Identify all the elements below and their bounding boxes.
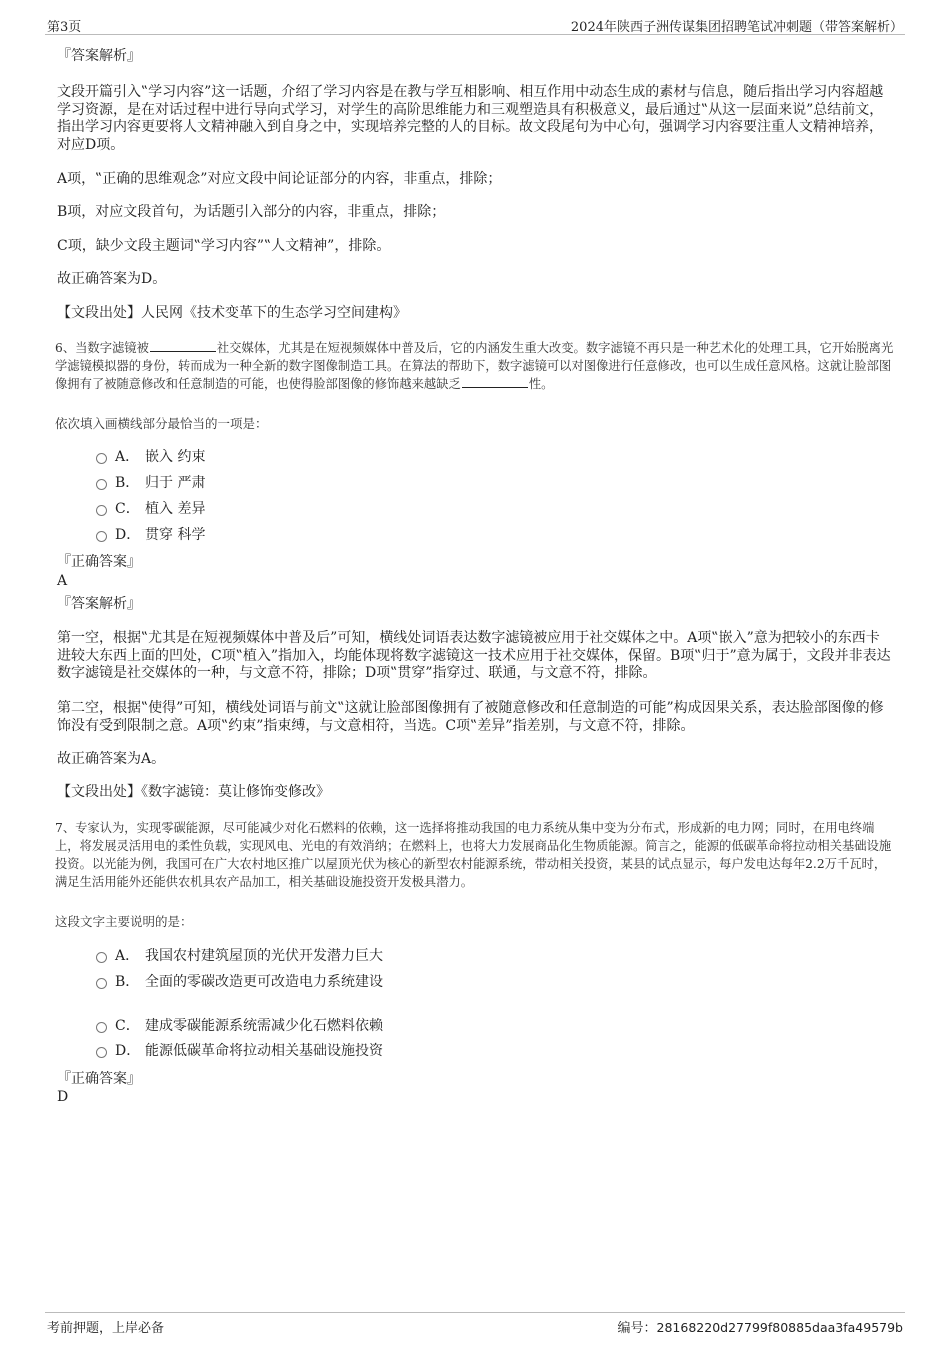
conclusion-1: 故正确答案为D。 (57, 271, 167, 287)
analysis-option-a: A项，‟正确的思维观念”对应文段中间论证部分的内容，非重点，排除； (57, 171, 502, 187)
radio-icon[interactable] (96, 453, 107, 464)
document-title: 2024年陕西子洲传谋集团招聘笔试冲刺题（带答案解析） (570, 20, 903, 35)
radio-icon[interactable] (96, 952, 107, 963)
q6-analysis-paragraph-2: 第二空，根据‟使得”可知，横线处词语与前文‟这就让脸部图像拥有了被随意修改和任意制造的可能”构成因果关系，表达脸部图像的修饰没有受到限制之意。A项‟约束”指束缚，与文意相符，当选。C项‟差异”指差别，与文意不符，排除。 (57, 700, 884, 734)
q6-answer-label: 『正确答案』 (57, 554, 141, 570)
q6-option-d[interactable]: D． 贯穿 科学 (96, 525, 205, 545)
q6-option-c[interactable]: C． 植入 差异 (96, 499, 205, 519)
q6-conclusion: 故正确答案为A。 (57, 751, 166, 767)
blank-1 (150, 340, 216, 352)
analysis-label-1: 『答案解析』 (57, 48, 141, 64)
q6-option-a[interactable]: A． 嵌入 约束 (96, 447, 205, 467)
q7-option-a[interactable]: A． 我国农村建筑屋顶的光伏开发潜力巨大 (96, 946, 383, 966)
document-code: 编号：28168220d27799f80885daa3fa49579b (617, 1320, 903, 1336)
radio-icon[interactable] (96, 1047, 107, 1058)
q6-analysis-paragraph-1: 第一空，根据‟尤其是在短视频媒体中普及后”可知，横线处词语表达数字滤镜被应用于社交媒体之中。A项‟嵌入”意为把较小的东西卡进较大东西上面的凹处，C项‟植入”指加入，均能体现将数字滤镜这一技术应用于社交媒体，保留。B项‟归于”意为属于，文段并非表达数字滤镜是社交媒体的一种，与文意不符，排除；D项‟贯穿”指穿过、联通，与文意不符，排除。 (57, 630, 891, 681)
radio-icon[interactable] (96, 479, 107, 490)
page-header (45, 14, 905, 35)
question-7-prompt: 这段文字主要说明的是： (55, 914, 193, 929)
q7-option-d[interactable]: D． 能源低碳革命将拉动相关基础设施投资 (96, 1041, 383, 1061)
q6-analysis-label: 『答案解析』 (57, 596, 141, 612)
q7-answer-label: 『正确答案』 (57, 1071, 141, 1087)
blank-2 (462, 376, 528, 388)
radio-icon[interactable] (96, 978, 107, 989)
q7-option-c[interactable]: C． 建成零碳能源系统需减少化石燃料依赖 (96, 1016, 383, 1036)
analysis-paragraph-1: 文段开篇引入‟学习内容”这一话题，介绍了学习内容是在教与学互相影响、相互作用中动态生成的素材与信息，随后指出学习内容超越学习资源，是在对话过程中进行导向式学习，对学生的高阶思维能力和三观塑造具有积极意义，最后通过‟从这一层面来说”总结前文，指出学习内容更要将人文精神融入到自身之中，实现培养完整的人的目标。故文段尾句为中心句，强调学习内容要注重人文精神培养，对应D项。 (57, 84, 884, 153)
page-number: 第3页 (47, 20, 82, 35)
question-7-stem: 7、专家认为，实现零碳能源，尽可能减少对化石燃料的依赖，这一选择将推动我国的电力系统从集中变为分布式，形成新的电力网；同时，在用电终端上，将发展灵活用电的柔性负载，实现风电、光电的有效消纳；在燃料上，也将大力发展商品化生物质能源。简言之，能源的低碳革命将拉动相关基础设施投资。以光能为例，我国可在广大农村地区推广以屋顶光伏为核心的新型农村能源系统，带动相关投资，某县的试点显示，每户发电达每年2.2万千瓦时，满足生活用能外还能供农机具农产品加工，相关基础设施投资开发极具潜力。 (55, 821, 892, 889)
radio-icon[interactable] (96, 505, 107, 516)
q6-option-b[interactable]: B． 归于 严肃 (96, 473, 205, 493)
q7-answer: D (57, 1089, 69, 1105)
question-6-stem: 6、当数字滤镜被 社交媒体，尤其是在短视频媒体中普及后，它的内涵发生重大改变。数字滤镜不再只是一种艺术化的处理工具，它开始脱离光学滤镜模拟器的身份，转而成为一种全新的数字图像制造工具。在算法的帮助下，数字滤镜可以对图像进行任意修改，也可以生成任意风格。这就让脸部图像拥有了被随意修改和任意制造的可能，也使得脸部图像的修饰越来越缺乏 性。 (55, 341, 894, 391)
radio-icon[interactable] (96, 531, 107, 542)
q7-option-b[interactable]: B． 全面的零碳改造更可改造电力系统建设 (96, 972, 383, 992)
page-footer (45, 1312, 905, 1337)
analysis-option-c: C项，缺少文段主题词‟学习内容”‟人文精神”，排除。 (57, 238, 391, 254)
question-6-prompt: 依次填入画横线部分最恰当的一项是： (55, 416, 268, 431)
footer-slogan: 考前押题，上岸必备 (47, 1321, 165, 1336)
source-1: 【文段出处】人民网《技术变革下的生态学习空间建构》 (57, 305, 407, 321)
radio-icon[interactable] (96, 1022, 107, 1033)
q6-answer: A (57, 573, 68, 589)
analysis-option-b: B项，对应文段首句，为话题引入部分的内容，非重点，排除； (57, 204, 446, 220)
q6-source: 【文段出处】《数字滤镜：莫让修饰变修改》 (57, 784, 330, 800)
